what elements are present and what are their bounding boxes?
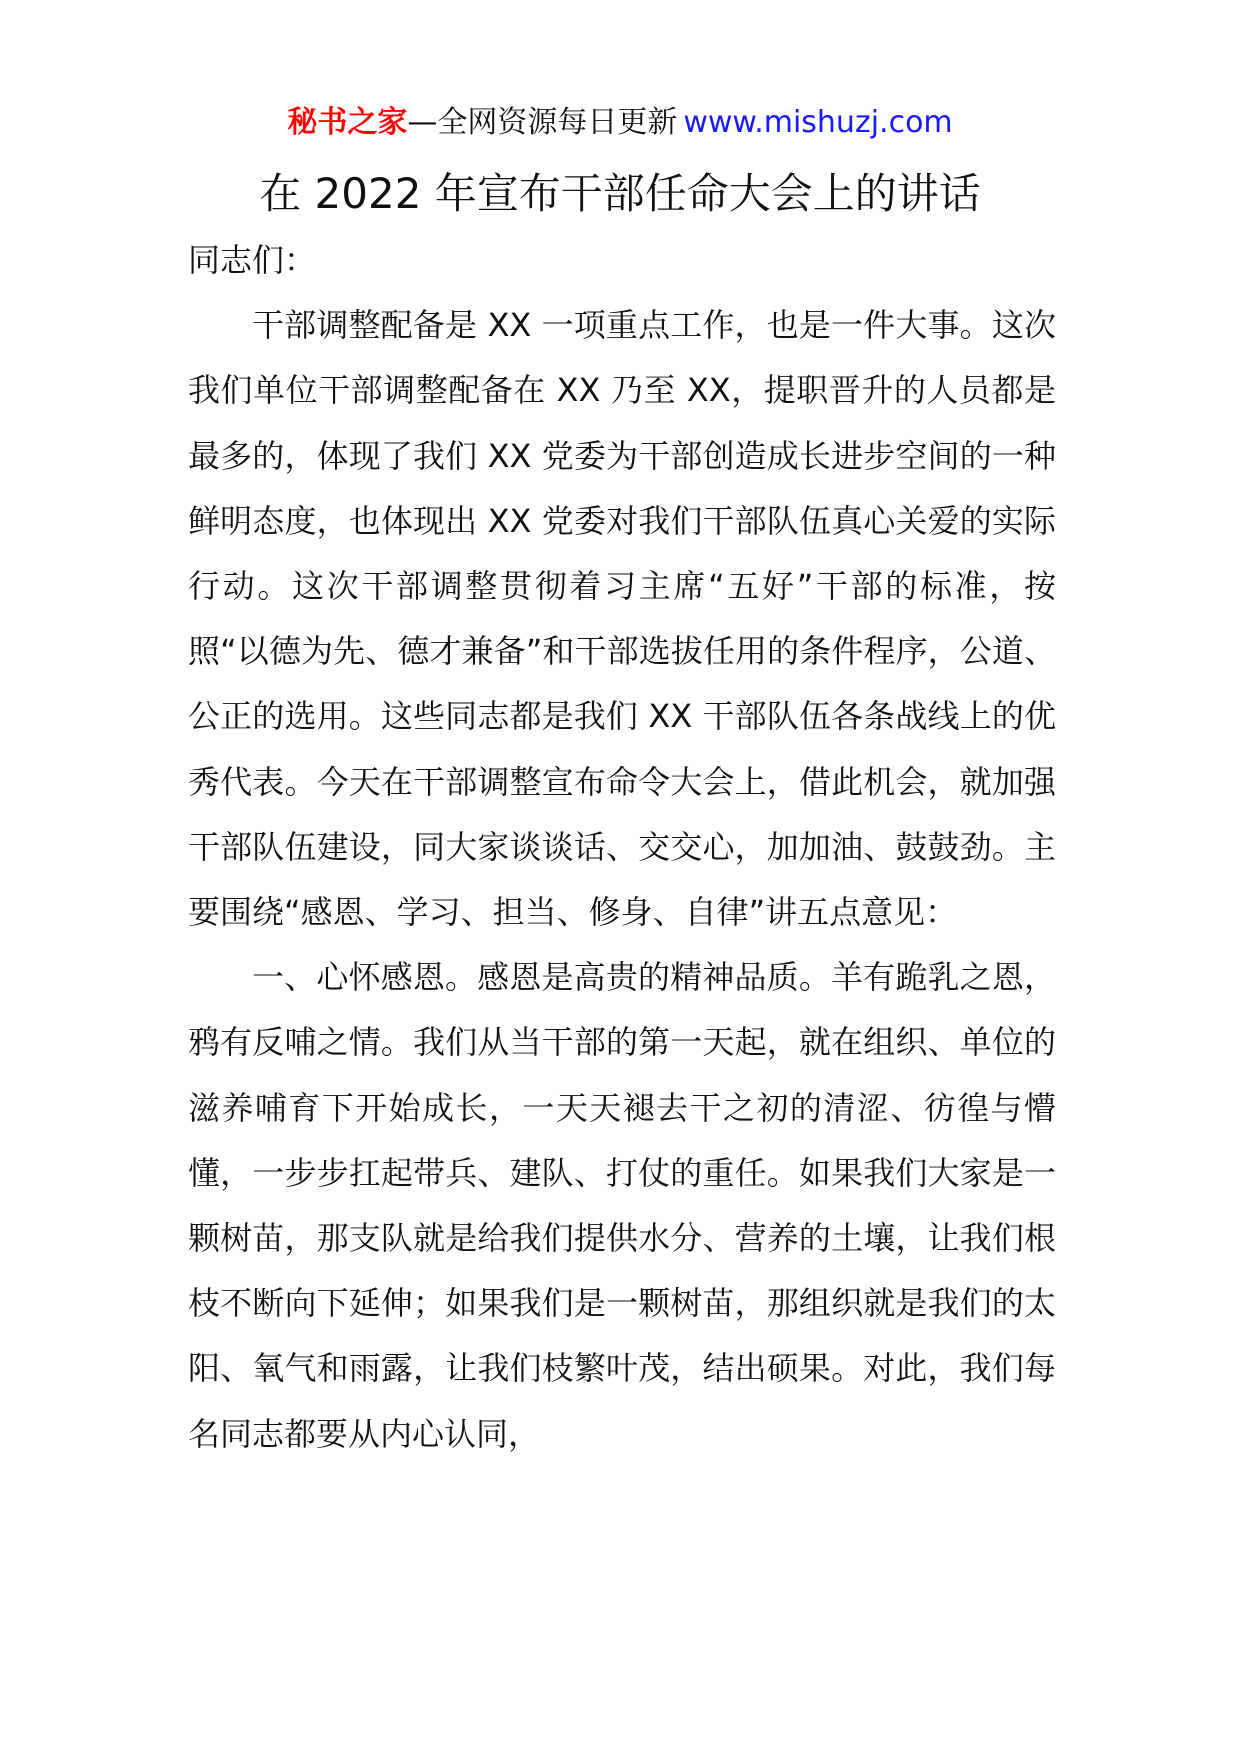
- brand-name: 秘书之家: [287, 105, 408, 140]
- site-header: [0, 100, 1240, 146]
- document-title: 在 2022 年宣布干部任命大会上的讲话: [259, 169, 981, 218]
- body-paragraph: 干部调整配备是 XX 一项重点工作，也是一件大事。这次我们单位干部调整配备在 XX 乃至 XX，提职晋升的人员都是最多的，体现了我们 XX 党委为干部创造成长进步空间的一种鲜明态度，也体现出 XX 党委对我们干部队伍真心关爱的实际行动。这次干部调整贯彻着习主席“五好”干部的标准，按照“以德为先、德才兼备”和干部选拔任用的条件程序，公道、公正的选用。这些同志都是我们 XX 干部队伍各条战线上的优秀代表。今天在干部调整宣布命令大会上，借此机会，就加强干部队伍建设，同大家谈谈话、交交心，加加油、鼓鼓劲。主要围绕“感恩、学习、担当、修身、自律”讲五点意见：: [188, 306, 1056, 932]
- salutation: 同志们：: [188, 241, 317, 279]
- header-tagline: —全网资源每日更新: [407, 105, 678, 140]
- document-body: [188, 228, 1056, 1467]
- body-paragraph: 一、心怀感恩。感恩是高贵的精神品质。羊有跪乳之恩，鸦有反哺之情。我们从当干部的第一天起，就在组织、单位的滋养哺育下开始成长，一天天褪去干之初的清涩、彷徨与懵懂，一步步扛起带兵、建队、打仗的重任。如果我们大家是一颗树苗，那支队就是给我们提供水分、营养的土壤，让我们根枝不断向下延伸；如果我们是一颗树苗，那组织就是我们的太阳、氧气和雨露，让我们枝繁叶茂，结出硕果。对此，我们每名同志都要从内心认同，: [188, 958, 1056, 1453]
- site-url-link[interactable]: www.mishuzj.com: [683, 105, 953, 140]
